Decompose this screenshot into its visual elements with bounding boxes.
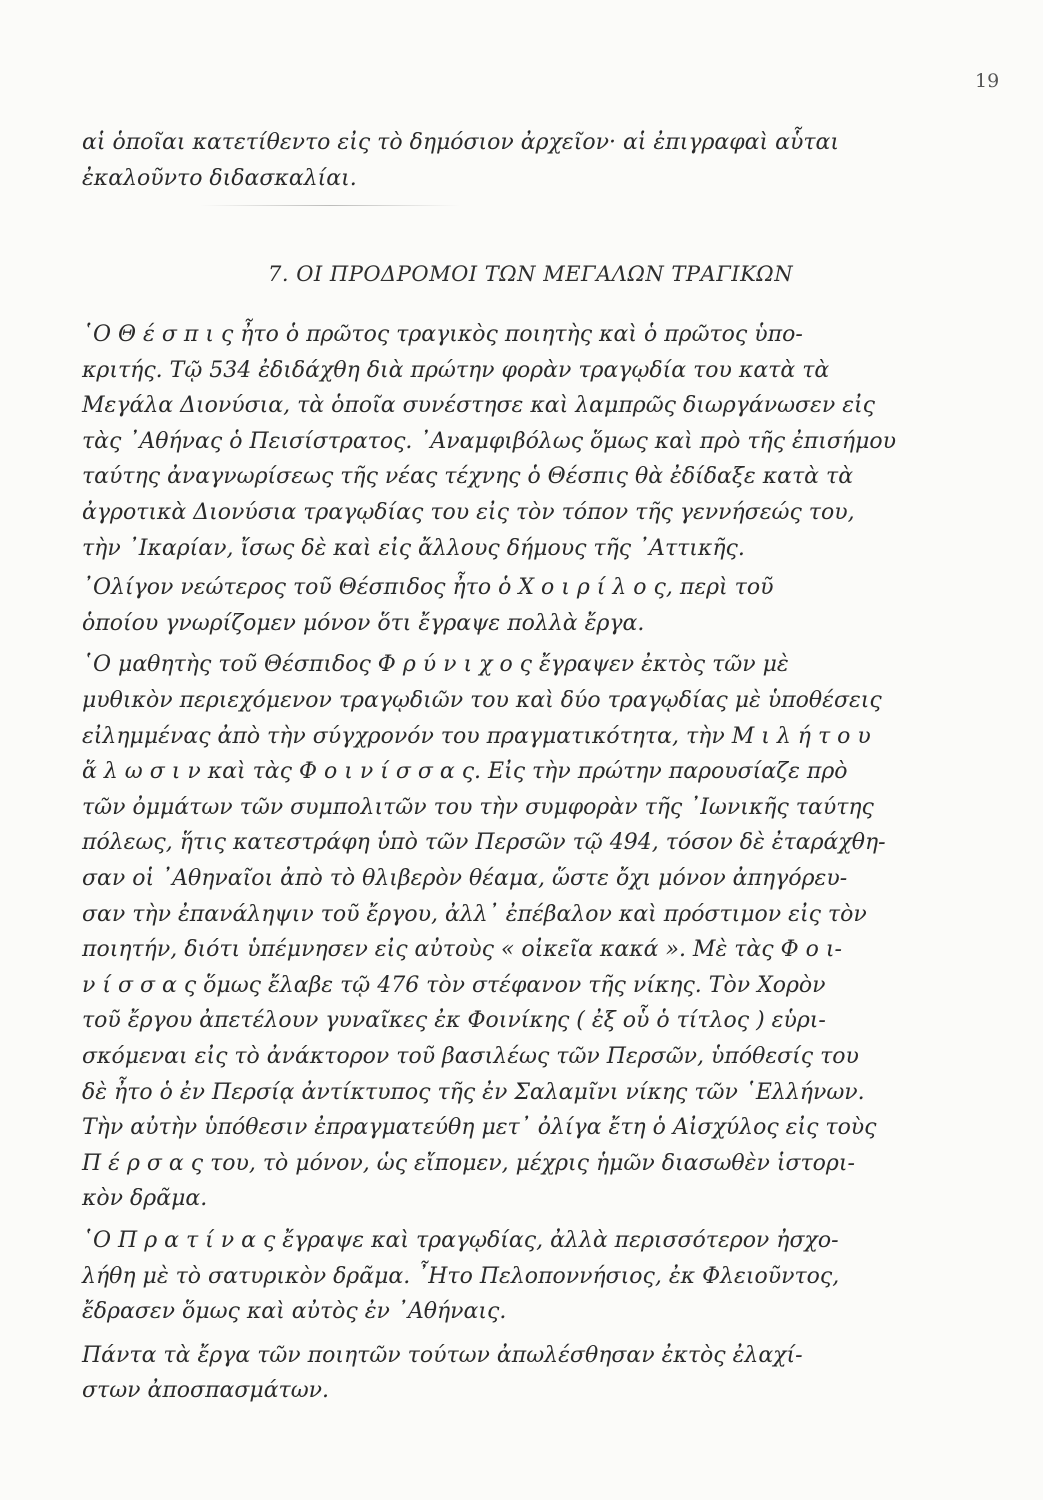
intro-line-1: αἱ ὁποῖαι κατετίθεντο εἰς τὸ δημόσιον ἀρχεῖον· αἱ ἐπιγραφαὶ αὗται xyxy=(82,130,840,155)
body-line: Τὴν αὐτὴν ὑπόθεσιν ἐπραγματεύθη μετ᾿ ὀλίγα ἔτη ὁ Αἰσχύλος εἰς τοὺς xyxy=(82,1115,877,1141)
body-line: ν ί σ σ α ς ὅμως ἔλαβε τῷ 476 τὸν στέφανον τῆς νίκης. Τὸν Χορὸν xyxy=(82,972,826,998)
body-line: στων ἀποσπασμάτων. xyxy=(82,1378,330,1404)
body-line: τοῦ ἔργου ἀπετέλουν γυναῖκες ἐκ Φοινίκης ( ἐξ οὗ ὁ τίτλος ) εὑρι- xyxy=(82,1008,826,1034)
body-line: λήθη μὲ τὸ σατυρικὸν δρᾶμα. ῏Ητο Πελοποννήσιος, ἐκ Φλειοῦντος, xyxy=(82,1263,840,1289)
section-heading: 7. ΟΙ ΠΡΟΔΡΟΜΟΙ ΤΩΝ ΜΕΓΑΛΩΝ ΤΡΑΓΙΚΩΝ xyxy=(268,262,794,286)
page-number: 19 xyxy=(975,70,1000,92)
body-line: δὲ ἦτο ὁ ἐν Περσίᾳ ἀντίκτυπος τῆς ἐν Σαλαμῖνι νίκης τῶν ῾Ελλήνων. xyxy=(82,1079,865,1105)
body-line: ᾿Ολίγον νεώτερος τοῦ Θέσπιδος ἦτο ὁ Χ ο ι ρ ί λ ο ς, περὶ τοῦ xyxy=(82,575,774,601)
body-line: σαν τὴν ἐπανάληψιν τοῦ ἔργου, ἀλλ᾿ ἐπέβαλον καὶ πρόστιμον εἰς τὸν xyxy=(82,901,867,927)
body-line: Πάντα τὰ ἔργα τῶν ποιητῶν τούτων ἀπωλέσθησαν ἐκτὸς ἐλαχί- xyxy=(82,1342,803,1368)
body-line: Π έ ρ σ α ς του, τὸ μόνον, ὡς εἴπομεν, μέχρις ἡμῶν διασωθὲν ἱστορι- xyxy=(82,1150,855,1176)
body-line: εἰλημμένας ἀπὸ τὴν σύγχρονόν του πραγματικότητα, τὴν Μ ι λ ή τ ο υ xyxy=(82,723,871,749)
body-line: ποιητήν, διότι ὑπέμνησεν εἰς αὐτοὺς « οἰκεῖα κακά ». Μὲ τὰς Φ ο ι- xyxy=(82,937,842,963)
body-line: ταύτης ἀναγνωρίσεως τῆς νέας τέχνης ὁ Θέσπις θὰ ἐδίδαξε κατὰ τὰ xyxy=(82,464,854,490)
body-line: ῾Ο Θ έ σ π ι ς ἦτο ὁ πρῶτος τραγικὸς ποιητὴς καὶ ὁ πρῶτος ὑπο- xyxy=(82,322,803,347)
body-line: κριτής. Τῷ 534 ἐδιδάχθη διὰ πρώτην φορὰν τραγῳδία του κατὰ τὰ xyxy=(82,357,830,383)
body-line: σκόμεναι εἰς τὸ ἀνάκτορον τοῦ βασιλέως τῶν Περσῶν, ὑπόθεσίς του xyxy=(82,1044,859,1069)
body-line: ἀγροτικὰ Διονύσια τραγῳδίας του εἰς τὸν τόπον τῆς γεννήσεώς του, xyxy=(82,500,855,525)
body-line: μυθικὸν περιεχόμενον τραγῳδιῶν του καὶ δύο τραγῳδίας μὲ ὑποθέσεις xyxy=(82,688,882,713)
body-line: ῾Ο Π ρ α τ ί ν α ς ἔγραψε καὶ τραγῳδίας, ἀλλὰ περισσότερον ἠσχο- xyxy=(82,1228,839,1253)
intro-line-2: ἐκαλοῦντο διδασκαλίαι. xyxy=(82,166,357,191)
body-line: ῾Ο μαθητὴς τοῦ Θέσπιδος Φ ρ ύ ν ι χ ο ς ἔγραψεν ἐκτὸς τῶν μὲ xyxy=(82,652,789,678)
body-line: ἔδρασεν ὅμως καὶ αὐτὸς ἐν ᾿Αθήναις. xyxy=(82,1299,507,1325)
body-line: σαν οἱ ᾿Αθηναῖοι ἀπὸ τὸ θλιβερὸν θέαμα, ὥστε ὄχι μόνον ἀπηγόρευ- xyxy=(82,866,848,891)
body-line: ὁποίου γνωρίζομεν μόνον ὅτι ἔγραψε πολλὰ ἔργα. xyxy=(82,610,645,636)
body-line: τὴν ᾿Ικαρίαν, ἴσως δὲ καὶ εἰς ἄλλους δήμους τῆς ᾿Αττικῆς. xyxy=(82,535,745,561)
body-line: κὸν δρᾶμα. xyxy=(82,1186,208,1212)
body-line: πόλεως, ἥτις κατεστράφη ὑπὸ τῶν Περσῶν τῷ 494, τόσον δὲ ἐταράχθη- xyxy=(82,830,886,856)
body-line: τὰς ᾿Αθήνας ὁ Πεισίστρατος. ᾿Αναμφιβόλως ὅμως καὶ πρὸ τῆς ἐπισήμου xyxy=(82,428,897,454)
body-line: τῶν ὀμμάτων τῶν συμπολιτῶν του τὴν συμφορὰν τῆς ᾿Ιωνικῆς ταύτης xyxy=(82,794,874,820)
body-line: Μεγάλα Διονύσια, τὰ ὁποῖα συνέστησε καὶ λαμπρῶς διωργάνωσεν εἰς xyxy=(82,393,875,419)
body-line: ἅ λ ω σ ι ν καὶ τὰς Φ ο ι ν ί σ σ α ς. Εἰς τὴν πρώτην παρουσίαζε πρὸ xyxy=(82,759,848,785)
separator-rule xyxy=(200,205,460,206)
